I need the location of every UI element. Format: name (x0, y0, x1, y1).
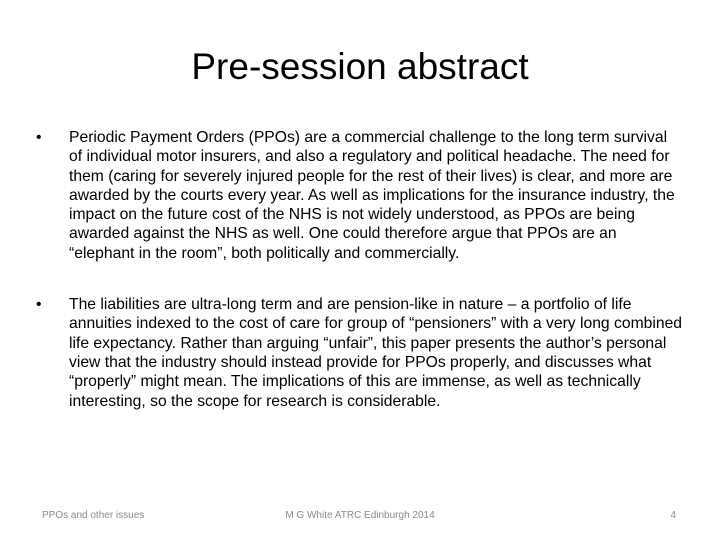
footer-presentation-title: PPOs and other issues (42, 510, 145, 521)
bullet-list (36, 128, 684, 411)
bullet-icon: • (36, 296, 42, 314)
bullet-item (36, 295, 684, 411)
page-number: 4 (670, 510, 676, 521)
footer-author-event: M G White ATRC Edinburgh 2014 (285, 510, 435, 521)
slide-title: Pre-session abstract (191, 46, 529, 87)
bullet-text: Periodic Payment Orders (PPOs) are a commercial challenge to the long term survival of individual motor insurers, and also a regulatory and political headache. The need for them (caring for severely injured people for the rest of their lives) is clear, and more are awarded by the courts every year. As well as implications for the insurance industry, the impact on the future cost of the NHS is not widely understood, as PPOs are being awarded against the NHS as well. One could therefore argue that PPOs are an “elephant in the room”, both politically and commercially. (69, 129, 675, 262)
bullet-item (36, 128, 684, 263)
bullet-icon: • (36, 129, 42, 146)
bullet-text: The liabilities are ultra-long term and are pension-like in nature – a portfolio of life annuities indexed to the cost of care for group of “pensioners” with a very long combined life expectancy. Rather than arguing “unfair”, this paper presents the author’s personal view that the industry should instead provide for PPOs properly, and discusses what “properly” might mean. The implications of this are immense, as well as technically interesting, so the scope for research is considerable. (69, 296, 683, 410)
